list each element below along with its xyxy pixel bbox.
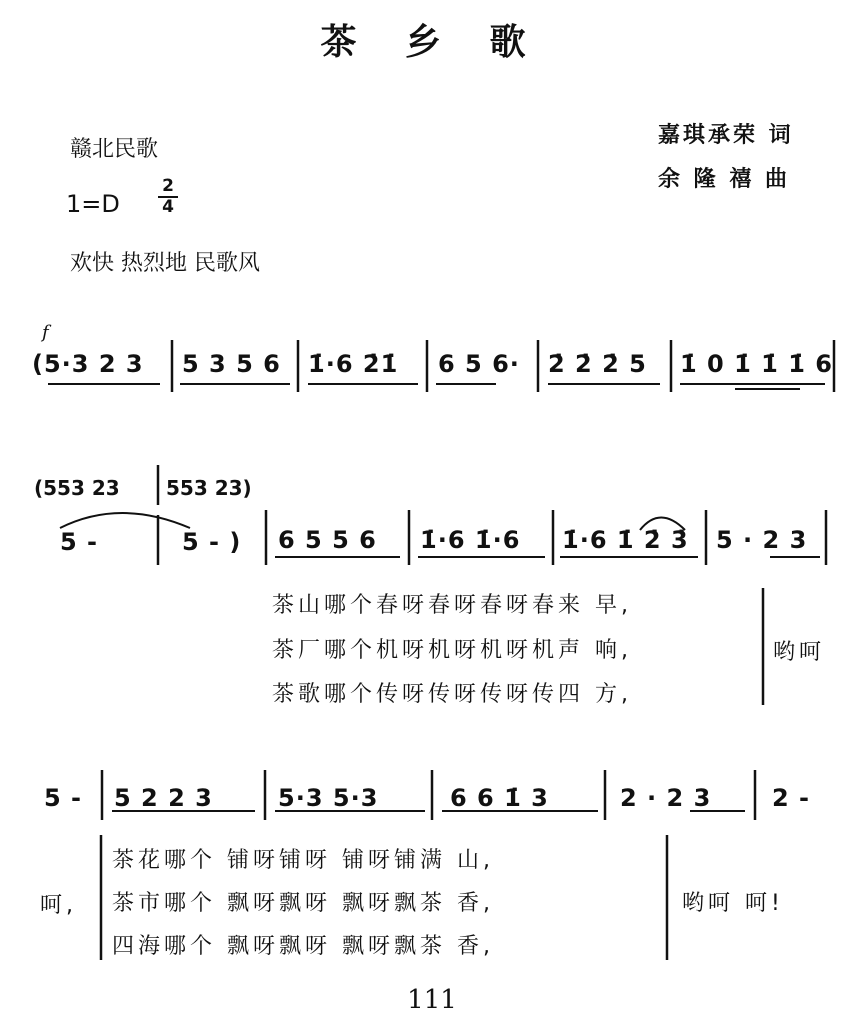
system1-measure-3: 1̇·6 2̇1̇	[308, 350, 399, 378]
system3-lyric-start: 呵,	[40, 893, 77, 918]
key-signature: 1=D	[66, 190, 120, 218]
ossia-slur	[60, 513, 190, 528]
song-origin: 赣北民歌	[70, 137, 159, 162]
time-signature-bottom: 4	[162, 197, 174, 217]
system3-measure-2: 5 2 2 3	[114, 784, 213, 812]
ossia-measure-2: 553 23)	[166, 476, 252, 500]
page-number: 111	[407, 985, 457, 1015]
system3-measure-1: 5 -	[44, 784, 83, 812]
system2-measure-2: 1̇·6 1̇·6	[420, 526, 521, 554]
system2-measure-3: 1̇·6 1̇ 2̇ 3̇	[562, 526, 689, 554]
time-signature-top: 2	[162, 176, 174, 196]
system2-lyric-end: 哟呵	[773, 640, 826, 665]
intro-measure-2: 5 - )	[182, 528, 242, 556]
composer-credit: 余 隆 禧 曲	[658, 167, 790, 192]
system3-measure-6: 2 -	[772, 784, 811, 812]
system3-lyric-end: 哟呵 呵!	[682, 891, 784, 916]
system3-lyric-2: 茶市哪个 飘呀飘呀 飘呀飘茶 香,	[112, 891, 494, 916]
system2-measure-1: 6 5 5 6	[278, 526, 377, 554]
system3-measure-4: 6 6 1̇ 3	[450, 784, 549, 812]
system1-measure-6: 1̇ 0 1̇ 1̇ 1̇ 6	[680, 350, 833, 378]
system1-measure-5: 2̇ 2̇ 2̇ 5	[548, 350, 647, 378]
ossia-measure-1: (553 23	[34, 476, 120, 500]
system2-measure-4: 5 · 2 3	[716, 526, 808, 554]
system1-measure-2: 5 3 5 6	[182, 350, 281, 378]
system3-lyric-1: 茶花哪个 铺呀铺呀 铺呀铺满 山,	[112, 848, 494, 873]
intro-measure-1: 5 -	[60, 528, 99, 556]
system3-lyric-3: 四海哪个 飘呀飘呀 飘呀飘茶 香,	[112, 934, 494, 959]
lyricist-credit: 嘉琪承荣 词	[658, 123, 794, 148]
system1-underlines	[48, 384, 825, 389]
system2-lyric-3: 茶歌哪个传呀传呀传呀传四 方,	[272, 682, 632, 707]
system1-measure-4: 6 5 6·	[438, 350, 520, 378]
tempo-marking: 欢快 热烈地 民歌风	[70, 251, 260, 276]
song-title: 茶 乡 歌	[320, 21, 544, 63]
system2-barlines	[158, 465, 826, 705]
system1-measure-1: (5·3 2 3	[32, 350, 144, 378]
system3-measure-3: 5·3 5·3	[278, 784, 379, 812]
system2-lyric-2: 茶厂哪个机呀机呀机呀机声 响,	[272, 638, 632, 663]
dynamic-mark: f	[42, 322, 49, 343]
system2-lyric-1: 茶山哪个春呀春呀春呀春来 早,	[272, 593, 632, 618]
system3-measure-5: 2 · 2 3	[620, 784, 712, 812]
